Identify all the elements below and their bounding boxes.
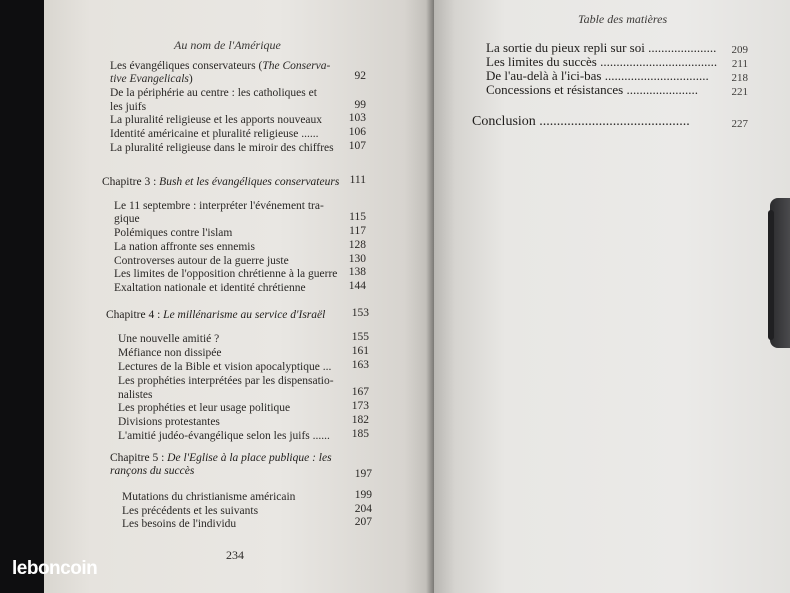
toc-entry: Les limites du succès .................................... xyxy=(486,54,718,69)
right-page xyxy=(434,0,790,593)
toc-entry: Polémiques contre l'islam xyxy=(114,227,233,239)
toc-entry: De l'au-delà à l'ici-bas ................................ xyxy=(486,68,709,83)
toc-entry: Les limites de l'opposition chrétienne à la guerre xyxy=(114,268,338,280)
right-running-head: Table des matières xyxy=(578,12,668,26)
page-number: 209 xyxy=(731,44,748,56)
toc-entry-conclusion: Conclusion ........................................... xyxy=(472,114,690,129)
page-number: 173 xyxy=(351,400,369,412)
page-number: 221 xyxy=(731,86,748,98)
page-number: 182 xyxy=(351,414,369,426)
leboncoin-watermark: leboncoin xyxy=(12,558,98,579)
page-number: 211 xyxy=(731,58,748,70)
page-number: 103 xyxy=(348,112,366,124)
toc-entry: Les besoins de l'individu xyxy=(122,518,237,530)
chapter-heading-continued: rançons du succès xyxy=(110,465,195,477)
chapter-heading: Chapitre 3 : Bush et les évangéliques conservateurs xyxy=(102,176,340,188)
toc-entry: La pluralité religieuse dans le miroir des chiffres xyxy=(110,142,334,154)
toc-entry: Le 11 septembre : interpréter l'événement tra- xyxy=(114,200,324,212)
page-number: 185 xyxy=(351,428,369,440)
toc-entry: Une nouvelle amitié ? xyxy=(118,333,220,345)
toc-entry: Lectures de la Bible et vision apocalyptique ... xyxy=(118,361,332,373)
toc-entry: Les prophéties interprétées par les dispensatio- xyxy=(118,375,334,387)
page-number: 167 xyxy=(351,386,369,398)
page-number: 207 xyxy=(354,516,372,528)
page-number: 138 xyxy=(348,266,366,278)
page-number: 99 xyxy=(354,99,366,111)
page-number: 115 xyxy=(349,211,366,223)
toc-entry: tive Evangelicals) xyxy=(110,73,193,85)
toc-entry: Méfiance non dissipée xyxy=(118,347,222,359)
page-folio: 234 xyxy=(226,548,244,562)
toc-entry: La sortie du pieux repli sur soi ..................... xyxy=(486,40,717,55)
toc-entry: les juifs xyxy=(110,101,147,113)
toc-entry: La nation affronte ses ennemis xyxy=(114,241,255,253)
toc-entry: Exaltation nationale et identité chrétienne xyxy=(114,282,306,294)
page-number: 117 xyxy=(349,225,366,237)
page-number: 130 xyxy=(348,253,366,265)
page-number: 128 xyxy=(348,239,366,251)
toc-entry: Les précédents et les suivants xyxy=(122,505,259,517)
toc-entry: nalistes xyxy=(118,389,153,401)
toc-entry: L'amitié judéo-évangélique selon les juifs ...... xyxy=(118,430,330,442)
page-number: 197 xyxy=(354,468,372,480)
page-number: 218 xyxy=(731,72,748,84)
toc-entry: Controverses autour de la guerre juste xyxy=(114,255,289,267)
page-number: 107 xyxy=(348,140,366,152)
toc-entry: Mutations du christianisme américain xyxy=(122,491,296,503)
toc-entry: Les prophéties et leur usage politique xyxy=(118,402,291,414)
toc-entry: gique xyxy=(114,213,140,225)
toc-entry: Les évangéliques conservateurs (The Conserva- xyxy=(110,60,331,72)
left-running-head: Au nom de l'Amérique xyxy=(174,38,281,52)
page-number: 155 xyxy=(351,331,369,343)
toc-entry: De la périphérie au centre : les catholiques et xyxy=(110,87,317,99)
toc-entry: Concessions et résistances ...................... xyxy=(486,82,698,97)
page-number: 92 xyxy=(354,70,366,82)
page-number: 227 xyxy=(731,118,748,130)
page-number: 111 xyxy=(349,174,366,186)
chapter-heading: Chapitre 5 : De l'Eglise à la place publique : les xyxy=(110,452,332,464)
toc-entry: La pluralité religieuse et les apports nouveaux xyxy=(110,114,323,126)
bookmark-tab-edge xyxy=(768,210,774,340)
page-number: 204 xyxy=(354,503,372,515)
toc-entry: Divisions protestantes xyxy=(118,416,220,428)
page-number: 199 xyxy=(354,489,372,501)
chapter-heading: Chapitre 4 : Le millénarisme au service d'Israël xyxy=(106,309,326,321)
page-number: 153 xyxy=(351,307,369,319)
page-number: 144 xyxy=(348,280,366,292)
toc-entry: Identité américaine et pluralité religieuse ...... xyxy=(110,128,319,140)
page-number: 163 xyxy=(351,359,369,371)
page-number: 106 xyxy=(348,126,366,138)
page-number: 161 xyxy=(351,345,369,357)
left-page xyxy=(44,0,436,593)
